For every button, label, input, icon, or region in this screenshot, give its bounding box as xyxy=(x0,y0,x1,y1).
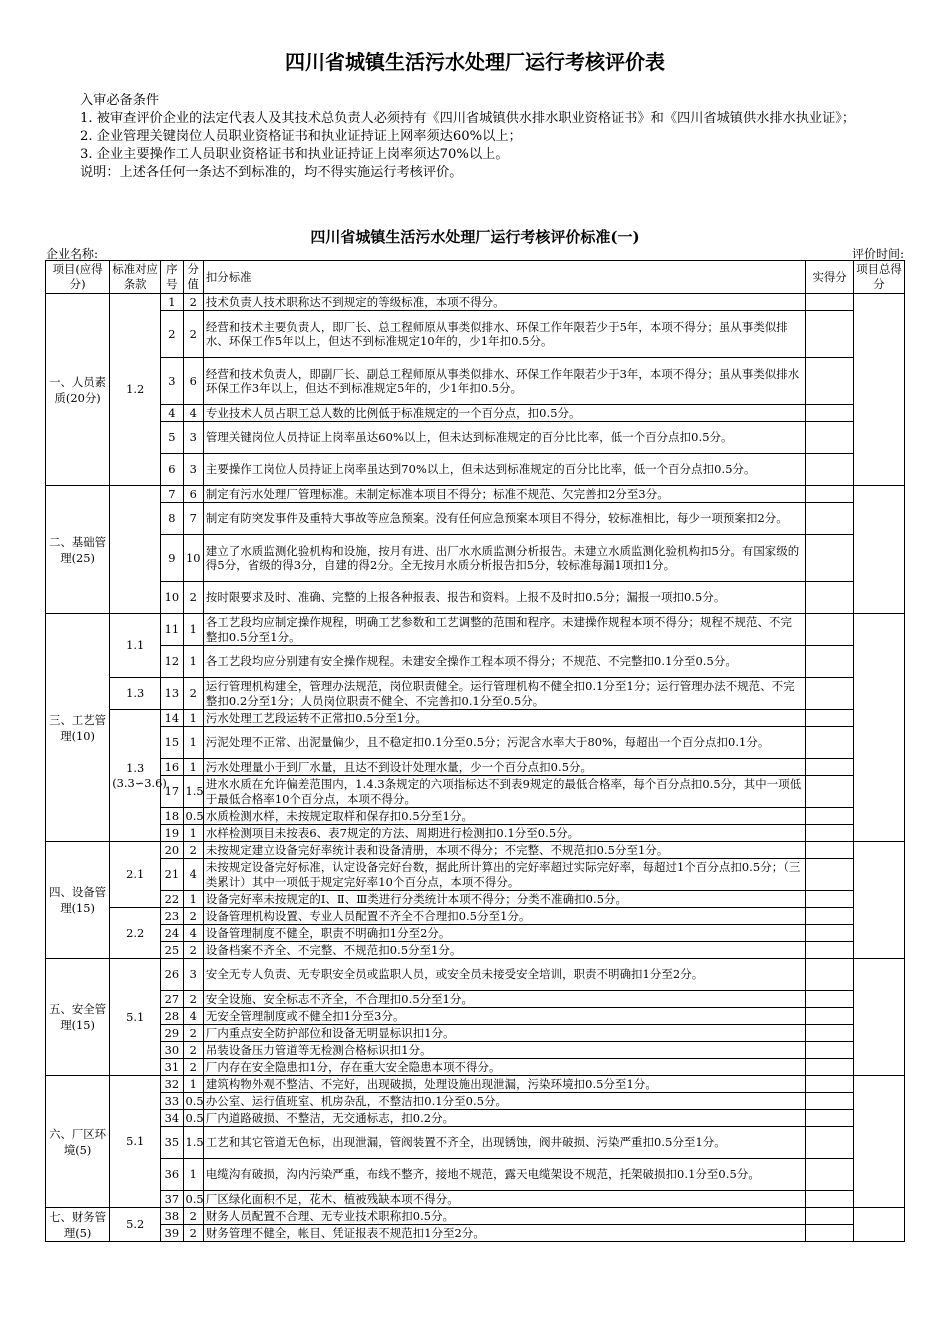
row-number: 3 xyxy=(161,358,183,405)
table-row xyxy=(46,808,905,825)
table-row xyxy=(46,1025,905,1042)
header-score: 分值 xyxy=(183,261,203,294)
row-number: 26 xyxy=(161,959,183,991)
actual-score-cell[interactable] xyxy=(806,422,854,454)
item-total-score-cell[interactable] xyxy=(854,959,905,1076)
score-value: 2 xyxy=(183,842,203,859)
category-cell: 六、厂区环境(5) xyxy=(46,1076,110,1208)
score-value: 6 xyxy=(183,358,203,405)
deduction-standard: 财务人员配置不合理、无专业技术职称扣0.5分。 xyxy=(203,1208,805,1225)
intro-item-3: 3. 企业主要操作工人员职业资格证书和执业证持证上岗率须达70%以上。 xyxy=(80,147,509,162)
deduction-standard: 安全无专人负责、无专职安全员或监职人员，或安全员未接受安全培训，职责不明确扣1分至2分。 xyxy=(203,959,805,991)
actual-score-cell[interactable] xyxy=(806,1159,854,1191)
actual-score-cell[interactable] xyxy=(806,678,854,710)
item-total-score-cell[interactable] xyxy=(854,486,905,614)
score-value: 1 xyxy=(183,759,203,776)
intro-section xyxy=(46,92,906,182)
score-value: 2 xyxy=(183,991,203,1008)
header-no: 序号 xyxy=(161,261,183,294)
deduction-standard: 污水处理工艺段运转不正常扣0.5分至1分。 xyxy=(203,710,805,727)
actual-score-cell[interactable] xyxy=(806,405,854,422)
intro-heading: 入审必备条件 xyxy=(80,93,160,108)
row-number: 17 xyxy=(161,776,183,808)
table-row xyxy=(46,1191,905,1208)
score-value: 1 xyxy=(183,1076,203,1093)
score-value: 4 xyxy=(183,405,203,422)
actual-score-cell[interactable] xyxy=(806,1191,854,1208)
score-value: 0.5 xyxy=(183,808,203,825)
deduction-standard: 厂内道路破损、不整洁，无交通标志，扣0.2分。 xyxy=(203,1110,805,1127)
table-row xyxy=(46,727,905,759)
row-number: 11 xyxy=(161,614,183,646)
table-row xyxy=(46,842,905,859)
table-row xyxy=(46,1225,905,1242)
score-value: 1 xyxy=(183,646,203,678)
actual-score-cell[interactable] xyxy=(806,311,854,358)
actual-score-cell[interactable] xyxy=(806,454,854,486)
deduction-standard: 污水处理量小于到厂水量，且达不到设计处理水量，少一个百分点扣0.5分。 xyxy=(203,759,805,776)
score-value: 2 xyxy=(183,1208,203,1225)
actual-score-cell[interactable] xyxy=(806,991,854,1008)
deduction-standard: 设备档案不齐全、不完整、不规范扣0.5分至1分。 xyxy=(203,942,805,959)
deduction-standard: 安全设施、安全标志不齐全，不合理扣0.5分至1分。 xyxy=(203,991,805,1008)
deduction-standard: 水样检测项目未按表6、表7规定的方法、周期进行检测扣0.1分至0.5分。 xyxy=(203,825,805,842)
header-project: 项目(应得分) xyxy=(46,261,110,294)
clause-cell xyxy=(110,486,161,614)
table-row xyxy=(46,582,905,614)
score-value: 10 xyxy=(183,535,203,582)
score-value: 3 xyxy=(183,454,203,486)
row-number: 31 xyxy=(161,1059,183,1076)
score-value: 4 xyxy=(183,859,203,891)
category-cell: 四、设备管理(15) xyxy=(46,842,110,959)
actual-score-cell[interactable] xyxy=(806,942,854,959)
table-row xyxy=(46,1059,905,1076)
row-number: 5 xyxy=(161,422,183,454)
actual-score-cell[interactable] xyxy=(806,908,854,925)
company-name-label: 企业名称: xyxy=(46,247,99,261)
row-number: 28 xyxy=(161,1008,183,1025)
table-row xyxy=(46,1008,905,1025)
score-value: 0.5 xyxy=(183,1191,203,1208)
row-number: 23 xyxy=(161,908,183,925)
clause-cell: 1.3 (3.3∽3.6) xyxy=(110,710,161,842)
deduction-standard: 设备管理机构设置、专业人员配置不齐全不合理扣0.5分至1分。 xyxy=(203,908,805,925)
table-row xyxy=(46,454,905,486)
table-row xyxy=(46,759,905,776)
table-row xyxy=(46,1208,905,1225)
actual-score-cell[interactable] xyxy=(806,1127,854,1159)
deduction-standard: 运行管理机构建全，管理办法规范，岗位职责健全。运行管理机构不健全扣0.1分至1分；运行管理办法不规范、不完整扣0.2分至1分；人员岗位职责不健全、不完善扣0.1分至0.5分。 xyxy=(203,678,805,710)
row-number: 18 xyxy=(161,808,183,825)
score-value: 0.5 xyxy=(183,1093,203,1110)
actual-score-cell[interactable] xyxy=(806,776,854,808)
score-value: 1 xyxy=(183,727,203,759)
page-title: 四川省城镇生活污水处理厂运行考核评价表 xyxy=(285,50,665,74)
score-value: 1 xyxy=(183,1159,203,1191)
score-value: 1.5 xyxy=(183,776,203,808)
row-number: 7 xyxy=(161,486,183,503)
deduction-standard: 厂内重点安全防护部位和设备无明显标识扣1分。 xyxy=(203,1025,805,1042)
table-row xyxy=(46,486,905,503)
deduction-standard: 建筑构物外观不整洁、不完好，出现破损，处理设施出现泄漏，污染环境扣0.5分至1分。 xyxy=(203,1076,805,1093)
actual-score-cell[interactable] xyxy=(806,710,854,727)
score-value: 2 xyxy=(183,311,203,358)
score-value: 2 xyxy=(183,582,203,614)
actual-score-cell[interactable] xyxy=(806,842,854,859)
table-row xyxy=(46,1110,905,1127)
item-total-score-cell[interactable] xyxy=(854,842,905,959)
row-number: 25 xyxy=(161,942,183,959)
actual-score-cell[interactable] xyxy=(806,727,854,759)
deduction-standard: 工艺和其它管道无色标，出现泄漏，管阀装置不齐全，出现锈蚀，阀井破损、污染严重扣0.5分至1分。 xyxy=(203,1127,805,1159)
category-cell: 五、安全管理(15) xyxy=(46,959,110,1076)
row-number: 33 xyxy=(161,1093,183,1110)
deduction-standard: 经营和技术负责人，即副厂长、副总工程师原从事类似排水、环保工作年限若少于3年，本项不得分；虽从事类似排水环保工作3年以上，但达不到标准规定5年的，少1年扣0.5分。 xyxy=(203,358,805,405)
table-row xyxy=(46,1127,905,1159)
table-row xyxy=(46,908,905,925)
header-clause: 标准对应条款 xyxy=(110,261,161,294)
category-cell: 二、基础管理(25) xyxy=(46,486,110,614)
table-row xyxy=(46,503,905,535)
row-number: 1 xyxy=(161,294,183,311)
deduction-standard: 电缆沟有破损，沟内污染严重，布线不整齐，接地不规范，露天电缆架设不规范，托架破损扣0.1分至0.5分。 xyxy=(203,1159,805,1191)
table-row xyxy=(46,294,905,311)
score-value: 4 xyxy=(183,1008,203,1025)
deduction-standard: 未按规定设备完好标准，认定设备完好台数，据此所计算出的完好率超过实际完好率，每超过1个百分点扣0.5分；（三类累计）其中一项低于规定完好率10个百分点，本项不得分。 xyxy=(203,859,805,891)
clause-cell: 1.3 xyxy=(110,678,161,710)
actual-score-cell[interactable] xyxy=(806,503,854,535)
score-value: 1 xyxy=(183,891,203,908)
table-row xyxy=(46,776,905,808)
row-number: 27 xyxy=(161,991,183,1008)
row-number: 6 xyxy=(161,454,183,486)
table-row xyxy=(46,311,905,358)
intro-item-1: 1. 被审查评价企业的法定代表人及其技术总负责人必须持有《四川省城镇供水排水职业资格证书》和《四川省城镇供水排水执业证》； xyxy=(80,111,856,126)
deduction-standard: 设备管理制度不健全，职责不明确扣1分至2分。 xyxy=(203,925,805,942)
actual-score-cell[interactable] xyxy=(806,1025,854,1042)
item-total-score-cell[interactable] xyxy=(854,1208,905,1242)
table-row xyxy=(46,710,905,727)
table-row xyxy=(46,891,905,908)
category-cell: 七、财务管理(5) xyxy=(46,1208,110,1242)
clause-cell: 5.2 xyxy=(110,1208,161,1242)
deduction-standard: 经营和技术主要负责人，即厂长、总工程师原从事类似排水、环保工作年限若少于5年，本项不得分；虽从事类似排水、环保工作5年以上，但达不到标准规定10年的，少1年扣0.5分。 xyxy=(203,311,805,358)
deduction-standard: 专业技术人员占职工总人数的比例低于标准规定的一个百分点，扣0.5分。 xyxy=(203,405,805,422)
score-value: 2 xyxy=(183,678,203,710)
table-row xyxy=(46,825,905,842)
evaluation-date-label: 评价时间: xyxy=(851,247,904,261)
intro-note: 说明：上述各任何一条达不到标准的，均不得实施运行考核评价。 xyxy=(80,165,463,180)
actual-score-cell[interactable] xyxy=(806,959,854,991)
intro-item-2: 2. 企业管理关键岗位人员职业资格证书和执业证持证上网率须达60%以上； xyxy=(80,129,522,144)
table-row xyxy=(46,405,905,422)
clause-cell: 5.1 xyxy=(110,959,161,1076)
row-number: 32 xyxy=(161,1076,183,1093)
table-row xyxy=(46,1093,905,1110)
score-value: 1.5 xyxy=(183,1127,203,1159)
table-row xyxy=(46,942,905,959)
table-row xyxy=(46,1042,905,1059)
deduction-standard: 污泥处理不正常、出泥量偏少，且不稳定扣0.1分至0.5分；污泥含水率大于80%，每超出一个百分点扣0.1分。 xyxy=(203,727,805,759)
row-number: 12 xyxy=(161,646,183,678)
deduction-standard: 建立了水质监测化验机构和设施，按月有进、出厂水水质监测分析报告。未建立水质监测化验机构扣5分。有国家级的得5分，省级的得3分，自建的得2分。全无按月水质分析报告扣5分，较标准每漏1项扣1分。 xyxy=(203,535,805,582)
deduction-standard: 主要操作工岗位人员持证上岗率虽达到70%以上，但未达到标准规定的百分比比率，低一个百分点扣0.5分。 xyxy=(203,454,805,486)
row-number: 19 xyxy=(161,825,183,842)
clause-cell: 1.2 xyxy=(110,294,161,486)
row-number: 14 xyxy=(161,710,183,727)
deduction-standard: 水质检测水样，未按规定取样和保存扣0.5分至1分。 xyxy=(203,808,805,825)
header-actual-score: 实得分 xyxy=(806,261,854,294)
row-number: 20 xyxy=(161,842,183,859)
actual-score-cell[interactable] xyxy=(806,486,854,503)
score-value: 2 xyxy=(183,1059,203,1076)
actual-score-cell[interactable] xyxy=(806,925,854,942)
actual-score-cell[interactable] xyxy=(806,759,854,776)
score-value: 2 xyxy=(183,294,203,311)
score-value: 7 xyxy=(183,503,203,535)
deduction-standard: 各工艺段均应分别建有安全操作规程。未建安全操作工程本项不得分；不规范、不完整扣0.1分至0.5分。 xyxy=(203,646,805,678)
actual-score-cell[interactable] xyxy=(806,1093,854,1110)
table-row xyxy=(46,1159,905,1191)
actual-score-cell[interactable] xyxy=(806,358,854,405)
actual-score-cell[interactable] xyxy=(806,1042,854,1059)
evaluation-table xyxy=(45,260,905,1242)
row-number: 10 xyxy=(161,582,183,614)
row-number: 35 xyxy=(161,1127,183,1159)
clause-cell: 2.1 xyxy=(110,842,161,908)
score-value: 3 xyxy=(183,422,203,454)
row-number: 39 xyxy=(161,1225,183,1242)
row-number: 22 xyxy=(161,891,183,908)
row-number: 4 xyxy=(161,405,183,422)
table-row xyxy=(46,925,905,942)
row-number: 8 xyxy=(161,503,183,535)
row-number: 16 xyxy=(161,759,183,776)
header-standard: 扣分标准 xyxy=(203,261,805,294)
deduction-standard: 制定有污水处理厂管理标准。未制定标准本项目不得分；标准不规范、欠完善扣2分至3分。 xyxy=(203,486,805,503)
table-row xyxy=(46,535,905,582)
row-number: 34 xyxy=(161,1110,183,1127)
item-total-score-cell[interactable] xyxy=(854,614,905,842)
score-value: 1 xyxy=(183,710,203,727)
deduction-standard: 制定有防突发事件及重特大事故等应急预案。没有任何应急预案本项目不得分，较标准相比，每少一项预案扣2分。 xyxy=(203,503,805,535)
actual-score-cell[interactable] xyxy=(806,614,854,646)
clause-cell: 5.1 xyxy=(110,1076,161,1208)
score-value: 2 xyxy=(183,1042,203,1059)
row-number: 30 xyxy=(161,1042,183,1059)
row-number: 21 xyxy=(161,859,183,891)
table-row xyxy=(46,678,905,710)
actual-score-cell[interactable] xyxy=(806,646,854,678)
category-cell: 三、工艺管理(10) xyxy=(46,614,110,842)
row-number: 13 xyxy=(161,678,183,710)
row-number: 9 xyxy=(161,535,183,582)
deduction-standard: 厂内存在安全隐患扣1分，存在重大安全隐患本项不得分。 xyxy=(203,1059,805,1076)
row-number: 2 xyxy=(161,311,183,358)
table-row xyxy=(46,959,905,991)
deduction-standard: 厂区绿化面积不足，花木、植被残缺本项不得分。 xyxy=(203,1191,805,1208)
score-value: 1 xyxy=(183,825,203,842)
row-number: 15 xyxy=(161,727,183,759)
actual-score-cell[interactable] xyxy=(806,1059,854,1076)
actual-score-cell[interactable] xyxy=(806,859,854,891)
deduction-standard: 吊装设备压力管道等无检测合格标识扣1分。 xyxy=(203,1042,805,1059)
deduction-standard: 进水水质在允许偏差范围内，1.4.3条规定的六项指标达不到表9规定的最低合格率，每个百分点扣0.5分，其中一项低于最低合格率10个百分点，本项不得分。 xyxy=(203,776,805,808)
actual-score-cell[interactable] xyxy=(806,1008,854,1025)
score-value: 3 xyxy=(183,959,203,991)
clause-cell: 1.1 xyxy=(110,614,161,678)
table-subtitle: 四川省城镇生活污水处理厂运行考核评价标准(一) xyxy=(310,228,640,246)
table-row xyxy=(46,1076,905,1093)
score-value: 0.5 xyxy=(183,1110,203,1127)
deduction-standard: 按时限要求及时、准确、完整的上报各种报表、报告和资料。上报不及时扣0.5分；漏报一项扣0.5分。 xyxy=(203,582,805,614)
row-number: 36 xyxy=(161,1159,183,1191)
header-total-score: 项目总得分 xyxy=(854,261,905,294)
score-value: 6 xyxy=(183,486,203,503)
table-row xyxy=(46,859,905,891)
actual-score-cell[interactable] xyxy=(806,1225,854,1242)
score-value: 1 xyxy=(183,614,203,646)
clause-cell: 2.2 xyxy=(110,908,161,959)
score-value: 2 xyxy=(183,1225,203,1242)
deduction-standard: 办公室、运行值班室、机房杂乱，不整洁扣0.1分至0.5分。 xyxy=(203,1093,805,1110)
actual-score-cell[interactable] xyxy=(806,535,854,582)
deduction-standard: 技术负责人技术职称达不到规定的等级标准，本项不得分。 xyxy=(203,294,805,311)
table-row xyxy=(46,614,905,646)
actual-score-cell[interactable] xyxy=(806,825,854,842)
category-cell: 一、人员素质(20分) xyxy=(46,294,110,486)
deduction-standard: 各工艺段均应制定操作规程，明确工艺参数和工艺调整的范围和程序。未建操作规程本项不得分；规程不规范、不完整扣0.5分至1分。 xyxy=(203,614,805,646)
row-number: 37 xyxy=(161,1191,183,1208)
table-row xyxy=(46,646,905,678)
item-total-score-cell[interactable] xyxy=(854,1076,905,1208)
actual-score-cell[interactable] xyxy=(806,1110,854,1127)
actual-score-cell[interactable] xyxy=(806,294,854,311)
deduction-standard: 未按规定建立设备完好率统计表和设备清册，本项不得分；不完整、不规范扣0.5分至1分。 xyxy=(203,842,805,859)
item-total-score-cell[interactable] xyxy=(854,294,905,486)
score-value: 4 xyxy=(183,925,203,942)
deduction-standard: 设备完好率未按规定的Ⅰ、Ⅱ、Ⅲ类进行分类统计本项不得分；分类不准确扣0.5分。 xyxy=(203,891,805,908)
actual-score-cell[interactable] xyxy=(806,582,854,614)
actual-score-cell[interactable] xyxy=(806,1208,854,1225)
deduction-standard: 财务管理不健全，帐目、凭证报表不规范扣1分至2分。 xyxy=(203,1225,805,1242)
score-value: 2 xyxy=(183,1025,203,1042)
table-row xyxy=(46,991,905,1008)
row-number: 38 xyxy=(161,1208,183,1225)
score-value: 2 xyxy=(183,942,203,959)
table-row xyxy=(46,422,905,454)
deduction-standard: 管理关键岗位人员持证上岗率虽达60%以上，但未达到标准规定的百分比比率，低一个百分点扣0.5分。 xyxy=(203,422,805,454)
table-row xyxy=(46,358,905,405)
actual-score-cell[interactable] xyxy=(806,808,854,825)
row-number: 29 xyxy=(161,1025,183,1042)
actual-score-cell[interactable] xyxy=(806,891,854,908)
score-value: 2 xyxy=(183,908,203,925)
deduction-standard: 无安全管理制度或不健全扣1分至3分。 xyxy=(203,1008,805,1025)
table-header-row xyxy=(46,261,905,294)
actual-score-cell[interactable] xyxy=(806,1076,854,1093)
table-body xyxy=(46,294,905,1242)
row-number: 24 xyxy=(161,925,183,942)
